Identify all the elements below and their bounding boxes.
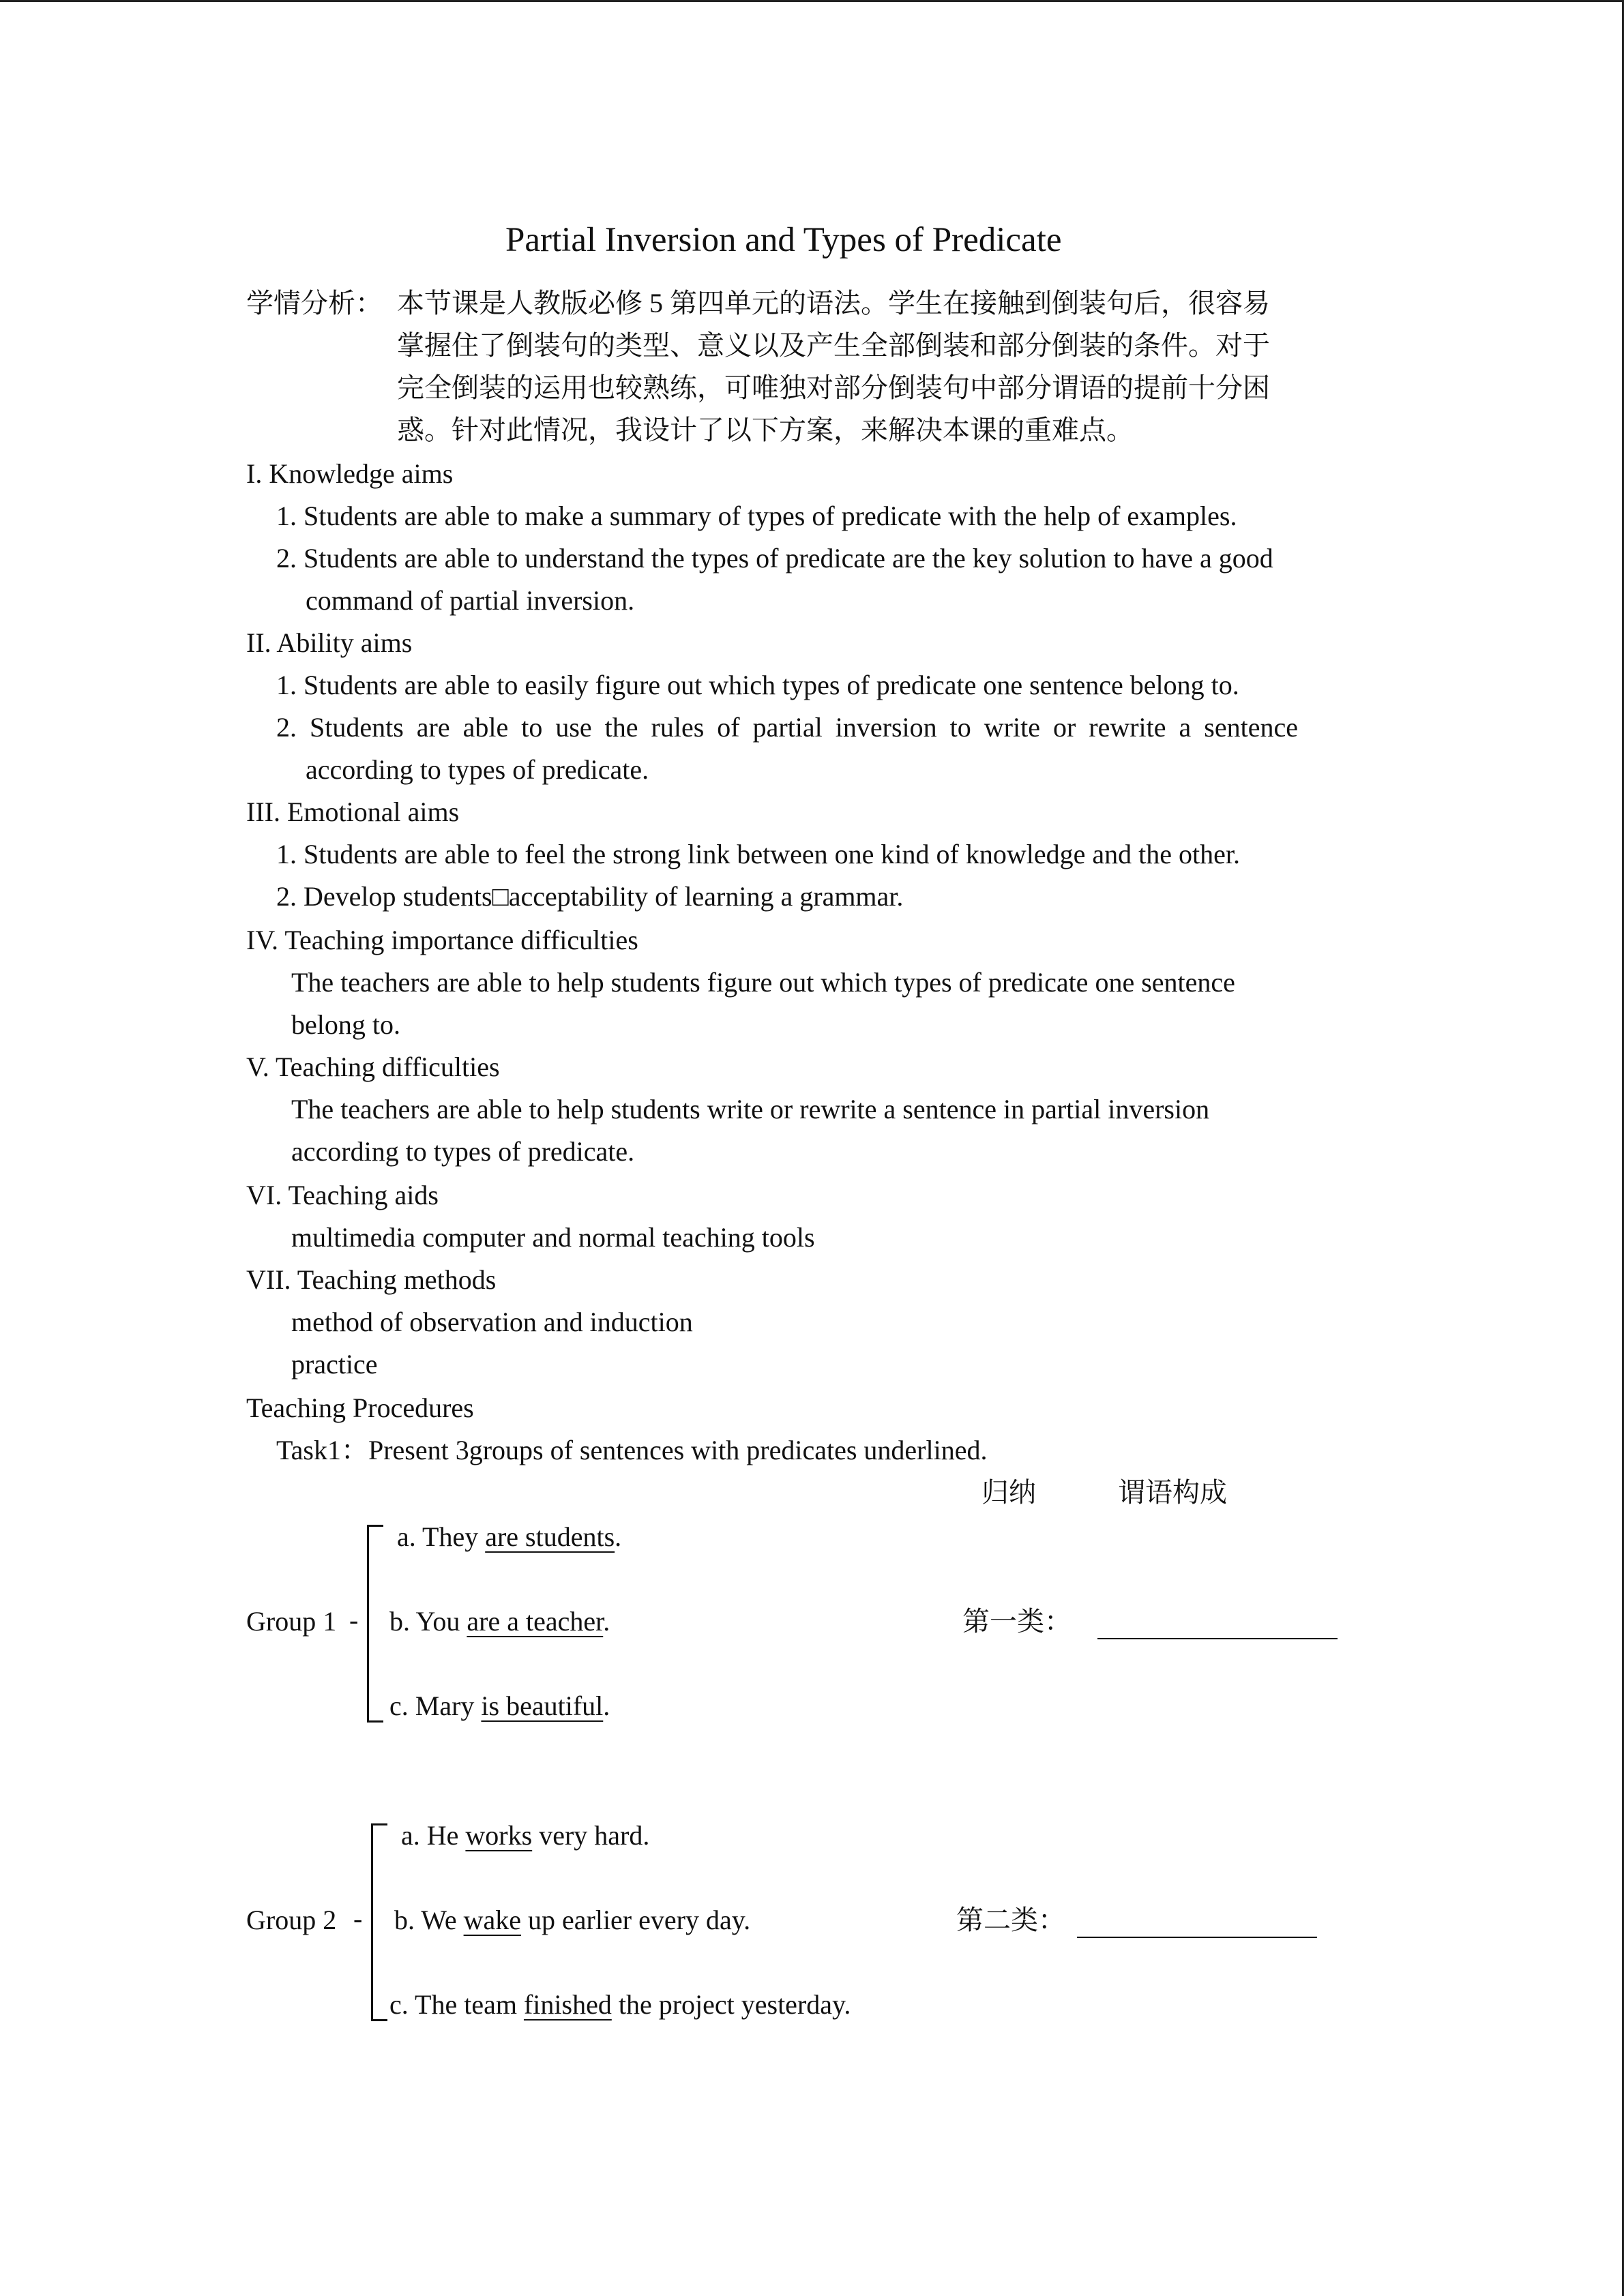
ability-aim-2-line-1: 2. Students are able to use the rules of partial inversion to write or rewrite a sentence [276, 712, 1298, 743]
group-2-sentence-a: a. He works very hard. [401, 1820, 650, 1851]
analysis-label: 学情分析： [246, 288, 383, 318]
analysis-line-1: 本节课是人教版必修 5 第四单元的语法。学生在接触到倒装句后，很容易 [397, 288, 1270, 318]
importance-line-1: The teachers are able to help students figure out which types of predicate one sentence [291, 967, 1235, 998]
predicate-underline: finished [523, 1989, 612, 2020]
group-1-arrow: - [349, 1605, 359, 1635]
knowledge-aim-2-line-1: 2. Students are able to understand the types of predicate are the key solution to have a good [276, 543, 1273, 573]
predicate-underline: wake [463, 1905, 521, 1935]
analysis-line-4: 惑。针对此情况，我设计了以下方案，来解决本课的重难点。 [397, 415, 1134, 445]
group-1-sentence-b: b. You are a teacher. [389, 1606, 610, 1637]
group-2-category: 第二类： [956, 1905, 1065, 1935]
difficulties-line-1: The teachers are able to help students write or rewrite a sentence in partial inversion [291, 1094, 1210, 1124]
task1-text: Task1：Present 3groups of sentences with predicates underlined. [276, 1435, 988, 1465]
column-predicate: 谓语构成 [1118, 1477, 1227, 1508]
group-2-label: Group 2 [246, 1905, 337, 1935]
procedures-heading: Teaching Procedures [246, 1392, 474, 1423]
aids-line-1: multimedia computer and normal teaching tools [291, 1222, 815, 1253]
ability-aim-1: 1. Students are able to easily figure out which types of predicate one sentence belong to. [276, 670, 1239, 700]
predicate-underline: are a teacher [467, 1606, 604, 1637]
analysis-line-2: 掌握住了倒装句的类型、意义以及产生全部倒装和部分倒装的条件。对于 [397, 330, 1270, 361]
methods-line-1: method of observation and induction [291, 1307, 693, 1337]
methods-line-2: practice [291, 1349, 378, 1380]
knowledge-aim-2-line-2: command of partial inversion. [306, 585, 635, 616]
analysis-line-3: 完全倒装的运用也较熟练，可唯独对部分倒装句中部分谓语的提前十分困 [397, 372, 1270, 403]
difficulties-heading: V. Teaching difficulties [246, 1052, 500, 1082]
ability-aims-heading: II. Ability aims [246, 627, 413, 658]
group-1-sentence-a: a. They are students. [397, 1521, 622, 1552]
group-1-brace-bottom [367, 1720, 383, 1723]
group-2-brace-bottom [371, 2019, 387, 2021]
group-2-brace [371, 1823, 373, 2021]
aids-heading: VI. Teaching aids [246, 1180, 439, 1210]
group-2-sentence-c: c. The team finished the project yesterday. [389, 1989, 851, 2020]
group-2-answer-blank[interactable] [1077, 1937, 1317, 1938]
group-1-label: Group 1 [246, 1606, 337, 1637]
column-summary: 归纳 [981, 1477, 1036, 1508]
importance-line-2: belong to. [291, 1009, 400, 1040]
predicate-underline: are students [485, 1521, 615, 1552]
group-1-sentence-c: c. Mary is beautiful. [389, 1690, 610, 1721]
emotional-aim-2: 2. Develop students□acceptability of learning a grammar. [276, 881, 904, 912]
group-1-brace [367, 1525, 369, 1723]
predicate-underline: is beautiful [481, 1690, 604, 1721]
group-1-category: 第一类： [962, 1606, 1072, 1637]
page-top-border [0, 0, 1624, 2]
group-2-brace-top [371, 1823, 387, 1825]
group-2-arrow: - [353, 1903, 363, 1934]
importance-heading: IV. Teaching importance difficulties [246, 925, 638, 955]
knowledge-aims-heading: I. Knowledge aims [246, 458, 454, 489]
methods-heading: VII. Teaching methods [246, 1264, 497, 1295]
ability-aim-2-line-2: according to types of predicate. [306, 754, 649, 785]
group-2-sentence-b: b. We wake up earlier every day. [394, 1905, 751, 1935]
page-title: Partial Inversion and Types of Predicate [505, 221, 1062, 259]
predicate-underline: works [465, 1820, 533, 1851]
emotional-aim-1: 1. Students are able to feel the strong link between one kind of knowledge and the other. [276, 839, 1240, 869]
difficulties-line-2: according to types of predicate. [291, 1136, 635, 1167]
group-1-answer-blank[interactable] [1097, 1638, 1338, 1639]
emotional-aims-heading: III. Emotional aims [246, 796, 460, 827]
knowledge-aim-1: 1. Students are able to make a summary of types of predicate with the help of examples. [276, 501, 1237, 531]
group-1-brace-top [367, 1525, 383, 1527]
